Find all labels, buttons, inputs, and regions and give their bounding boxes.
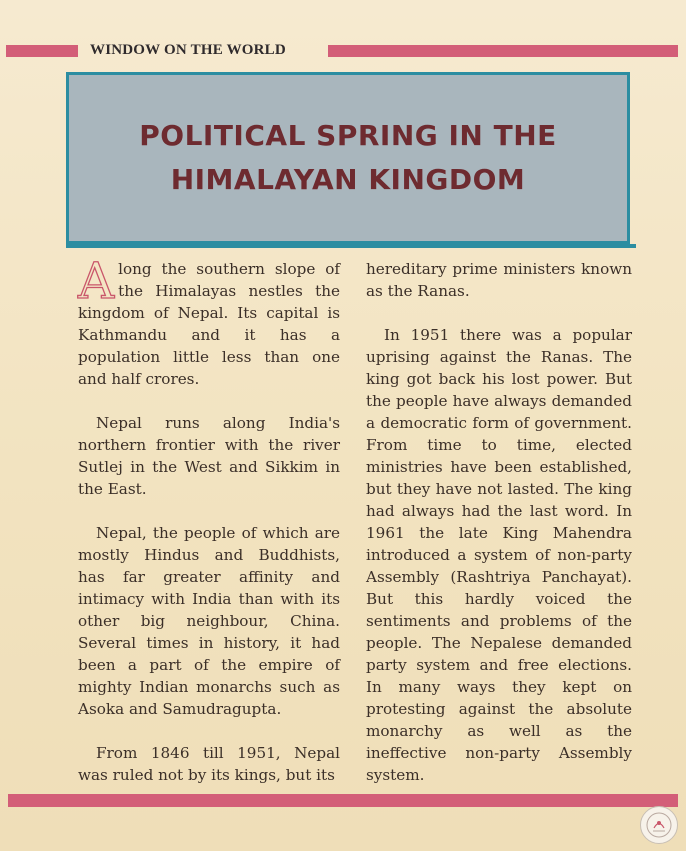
article-paragraph-2: Nepal runs along India's northern frontier with the river Sutlej in the West and Sikkim in the East. (78, 414, 340, 498)
article-paragraph-1 (78, 252, 340, 390)
paragraph-1-text: long the southern slope of the Himalayas nestles the kingdom of Nepal. Its capital is Kathmandu and it has a population little less than one and half crores. (78, 260, 340, 388)
drop-cap: A (78, 252, 115, 310)
article-paragraph-5: hereditary prime ministers known as the Ranas. (366, 260, 632, 300)
article-right-column (366, 258, 632, 808)
header-bar-right (328, 45, 678, 57)
article-paragraph-6: In 1951 there was a popular uprising against the Ranas. The king got back his lost power. But the people have always demanded a democratic form of government. From time to time, elected ministries have been established, but they have not lasted. The king had always had the last word. In 1961 the late King Mahendra introduced a system of non-party Assembly (Rashtriya Panchayat). But this hardly voiced the sentiments and problems of the people. The Nepalese demanded party system and free elections. In many ways they kept on protesting against the absolute monarchy as well as the ineffective non-party Assembly system. (366, 326, 632, 784)
title-line-1: POLITICAL SPRING IN THE (139, 119, 557, 152)
header-bar-left (6, 45, 78, 57)
article-paragraph-3: Nepal, the people of which are mostly Hindus and Buddhists, has far greater affinity and intimacy with India than with its other big neighbour, China. Several times in history, it had been a part of the empire of mighty Indian monarchs such as Asoka and Samudragupta. (78, 524, 340, 718)
section-label: WINDOW ON THE WORLD (90, 42, 286, 58)
title-line-2: HIMALAYAN KINGDOM (170, 163, 526, 196)
title-box-shadow (66, 244, 636, 248)
article-left-column (78, 252, 340, 808)
footer-bar (8, 794, 678, 807)
article-paragraph-4: From 1846 till 1951, Nepal was ruled not by its kings, but its (78, 744, 340, 784)
watermark-stamp-icon (640, 806, 678, 844)
title-box (66, 72, 630, 244)
